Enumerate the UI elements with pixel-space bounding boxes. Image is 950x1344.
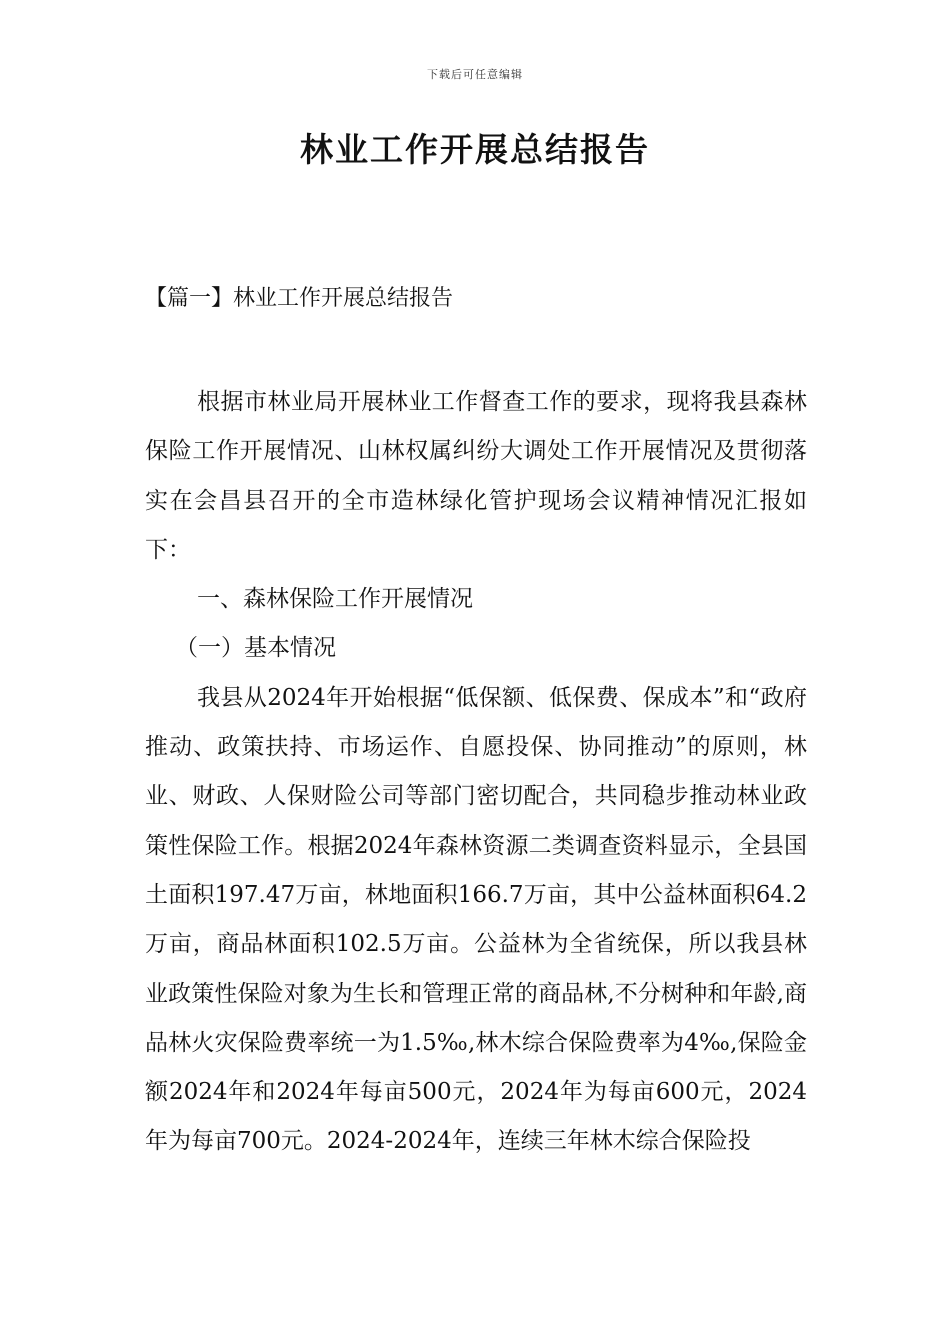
paragraph-intro: 根据市林业局开展林业工作督查工作的要求，现将我县森林保险工作开展情况、山林权属纠纷大调处工作开展情况及贯彻落实在会昌县召开的全市造林绿化管护现场会议精神情况汇报如下： (145, 389, 807, 563)
page-header-note: 下载后可任意编辑 (427, 68, 523, 81)
document-body (145, 378, 807, 1167)
paragraph-basic-situation: 我县从2024年开始根据“低保额、低保费、保成本”和“政府推动、政策扶持、市场运作、自愿投保、协同推动”的原则，林业、财政、人保财险公司等部门密切配合，共同稳步推动林业政策性保险工作。根据2024年森林资源二类调查资料显示，全县国土面积197.47万亩，林地面积166.7万亩，其中公益林面积64.2万亩，商品林面积102.5万亩。公益林为全省统保，所以我县林业政策性保险对象为生长和管理正常的商品林,不分树种和年龄,商品林火灾保险费率统一为1.5‰,林木综合保险费率为4‰,保险金额2024年和2024年每亩500元，2024年为每亩600元，2024年为每亩700元。2024-2024年，连续三年林木综合保险投 (145, 684, 807, 1155)
section-heading: 【篇一】林业工作开展总结报告 (145, 286, 454, 311)
paragraph-heading-1: 一、森林保险工作开展情况 (197, 586, 473, 613)
paragraph-subheading-1: （一）基本情况 (175, 635, 336, 662)
document-title: 林业工作开展总结报告 (300, 130, 650, 169)
